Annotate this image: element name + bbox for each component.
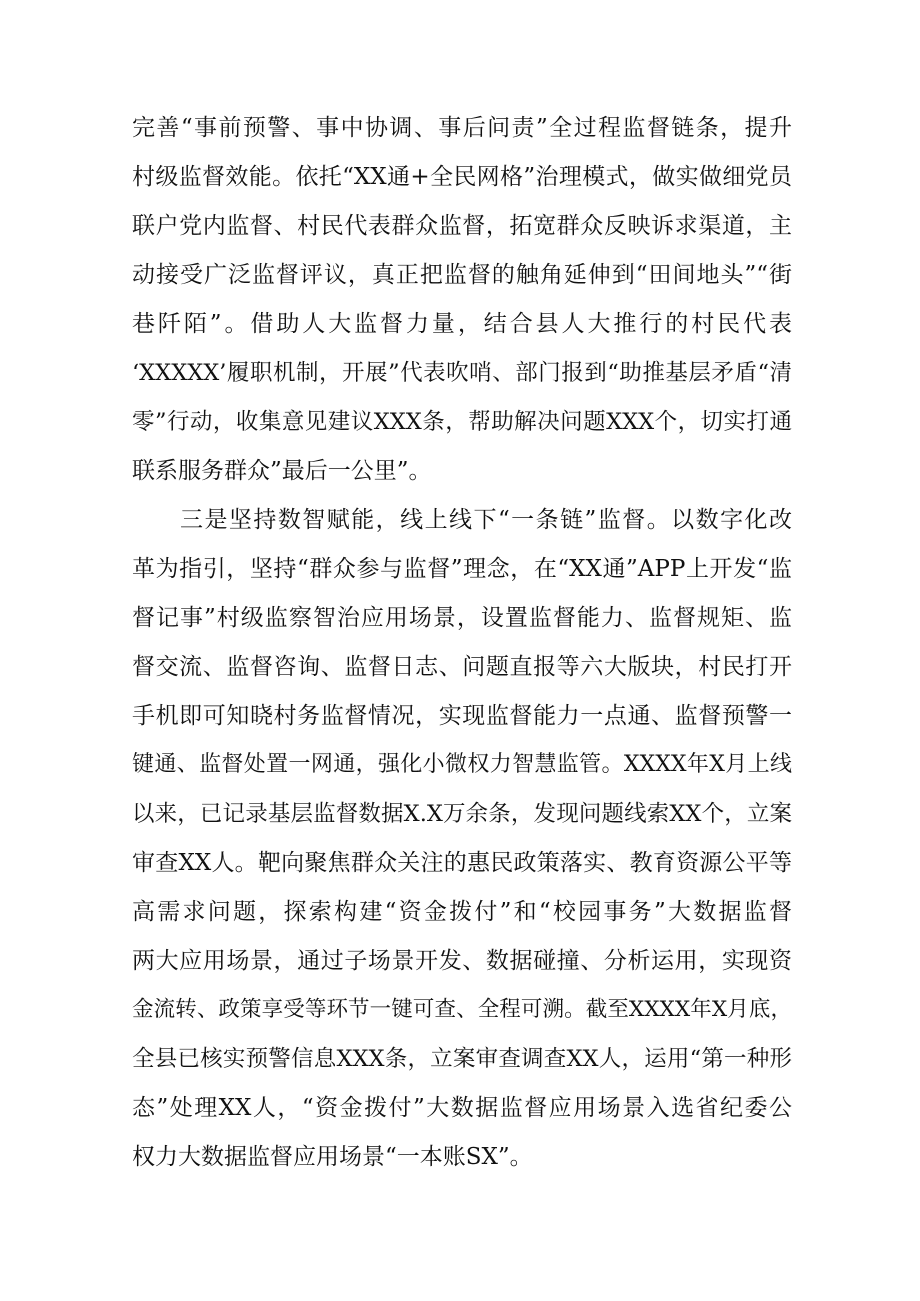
text-line: 巷阡陌”。借助人大监督力量，结合县人大推行的村民代表 <box>132 311 792 337</box>
text-line: 村级监督效能。依托“XX通+全民网格”治理模式，做实做细党员 <box>132 164 792 190</box>
text-line: 键通、监督处置一网通，强化小微权力智慧监管。XXXX年X月上线 <box>132 752 792 777</box>
text-line: 督记事”村级监察智治应用场景，设置监督能力、监督规矩、监 <box>132 605 792 631</box>
text-line: 手机即可知晓村务监督情况，实现监督能力一点通、监督预警一 <box>132 703 792 729</box>
text-line: 权力大数据监督应用场景“一本账SX”。 <box>132 1144 533 1170</box>
text-line: 联户党内监督、村民代表群众监督，拓宽群众反映诉求渠道，主 <box>132 213 792 239</box>
text-line: 两大应用场景，通过子场景开发、数据碰撞、分析运用，实现资 <box>132 948 792 974</box>
text-line: 态”处理XX人，“资金拨付”大数据监督应用场景入选省纪委公 <box>132 1095 792 1121</box>
text-line: 动接受广泛监督评议，真正把监督的触角延伸到“田间地头”“街 <box>132 262 792 288</box>
text-line: 以来，已记录基层监督数据X.X万余条，发现问题线索XX个，立案 <box>132 801 792 827</box>
text-line: 三是坚持数智赋能，线上线下“一条链”监督。以数字化改 <box>180 507 792 533</box>
text-line: 金流转、政策享受等环节一键可查、全程可溯。截至XXXX年X月底， <box>132 997 792 1022</box>
text-line: 完善“事前预警、事中协调、事后问责”全过程监督链条，提升 <box>132 115 792 141</box>
text-line: 审查XX人。靶向聚焦群众关注的惠民政策落实、教育资源公平等 <box>132 850 792 876</box>
text-line: ‘XXXXX’履职机制，开展”代表吹哨、部门报到“助推基层矛盾“清 <box>132 360 792 386</box>
text-line: 高需求问题，探索构建“资金拨付”和“校园事务”大数据监督 <box>132 899 792 925</box>
text-line: 全县已核实预警信息XXX条，立案审查调查XX人，运用“第一种形 <box>132 1046 792 1072</box>
text-line: 联系服务群众”最后一公里”。 <box>132 458 432 484</box>
text-line: 督交流、监督咨询、监督日志、问题直报等六大版块，村民打开 <box>132 654 792 680</box>
text-line: 零”行动，收集意见建议XXX条，帮助解决问题XXX个，切实打通 <box>132 409 792 435</box>
text-line: 革为指引，坚持“群众参与监督”理念，在“XX通”APP上开发“监 <box>132 556 792 582</box>
